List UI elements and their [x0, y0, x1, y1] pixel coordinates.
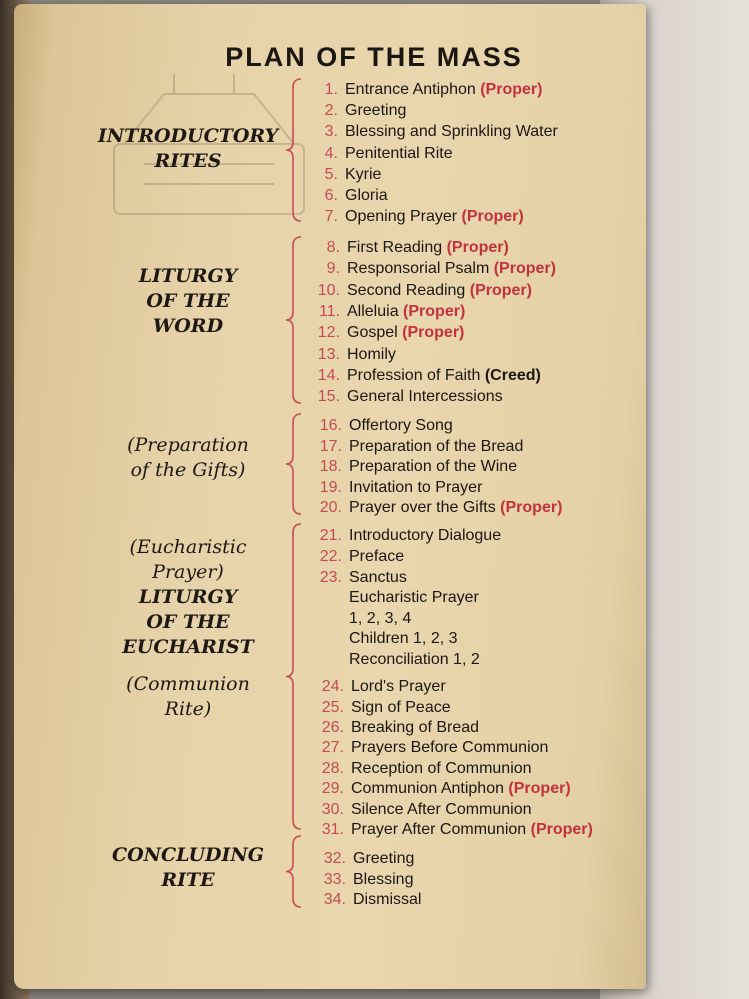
section-heading-line: OF THE: [146, 290, 230, 312]
item-text: Gospel: [347, 324, 398, 341]
item-text: Penitential Rite: [345, 145, 453, 162]
item-number: 3.: [324, 123, 338, 140]
mass-item-32: [322, 848, 414, 869]
section-heading-eucharist: [88, 585, 288, 660]
item-number: 20.: [319, 499, 342, 516]
section-heading-introductory: [88, 124, 288, 174]
mass-item-28: [320, 758, 532, 779]
item-number: 29.: [321, 780, 344, 797]
section-brace: [285, 78, 305, 222]
item-number: 13.: [317, 346, 340, 363]
item-text: Sanctus: [349, 569, 407, 586]
item-number: 17.: [319, 438, 342, 455]
proper-marker: (Proper): [503, 780, 571, 797]
section-heading-eucharistic-prayer: [88, 535, 288, 585]
item-text: Kyrie: [345, 166, 382, 183]
section-brace: [285, 835, 305, 908]
mass-item-29: [320, 778, 571, 799]
item-text: Prayers Before Communion: [351, 739, 549, 756]
section-heading-line: OF THE: [146, 611, 230, 633]
item-text: Greeting: [353, 850, 415, 867]
proper-marker: (Proper): [475, 81, 543, 98]
item-number: 25.: [321, 699, 344, 716]
mass-item-11: [316, 301, 465, 322]
mass-item-16: [318, 415, 453, 436]
item-number: 8.: [326, 239, 340, 256]
section-heading-communion: [88, 672, 288, 722]
section-heading-line: LITURGY: [138, 265, 238, 287]
item-number: 31.: [321, 821, 344, 838]
booklet-page: [14, 4, 646, 989]
item-number: 7.: [324, 208, 338, 225]
item-number: 10.: [317, 282, 340, 299]
mass-item-2: [314, 100, 406, 121]
section-heading-line: RITES: [154, 150, 222, 172]
mass-item-10: [316, 280, 532, 301]
section-heading-gifts: [88, 433, 288, 483]
item-text: Greeting: [345, 102, 407, 119]
item-number: 23.: [319, 569, 342, 586]
item-text: Preface: [349, 548, 405, 565]
mass-item-30: [320, 799, 532, 820]
section-heading-word: [88, 264, 288, 339]
item-number: 12.: [317, 324, 340, 341]
proper-marker: (Proper): [489, 260, 556, 277]
section-brace: [285, 523, 305, 830]
mass-item-19: [318, 477, 482, 498]
mass-item-3: [314, 121, 558, 142]
item-text: Prayer After Communion: [351, 821, 527, 838]
item-number: 30.: [321, 801, 344, 818]
section-heading-line: RITE: [161, 869, 215, 891]
item-number: 15.: [317, 388, 340, 405]
item-text: Responsorial Psalm: [347, 260, 490, 277]
proper-marker: (Proper): [457, 208, 524, 225]
item-text: Lord's Prayer: [351, 678, 446, 695]
item-text: Breaking of Bread: [351, 719, 480, 736]
item-number: 16.: [319, 417, 342, 434]
proper-marker: (Proper): [398, 303, 466, 320]
item-number: 22.: [319, 548, 342, 565]
mass-item-25: [320, 697, 451, 718]
item-text: Dismissal: [353, 891, 422, 908]
section-heading-line: (Preparation: [127, 434, 249, 456]
eucharistic-prayer-line: 1, 2, 3, 4: [349, 610, 412, 627]
mass-item-26: [320, 717, 479, 738]
item-text: Communion Antiphon: [351, 780, 504, 797]
mass-item-4: [314, 143, 453, 164]
section-heading-line: of the Gifts): [130, 459, 246, 481]
item-number: 32.: [323, 850, 346, 867]
mass-item-13: [316, 344, 396, 365]
mass-item-15: [316, 386, 503, 407]
section-heading-line: (Communion: [126, 673, 250, 695]
item-text: Profession of Faith: [347, 367, 481, 384]
item-number: 28.: [321, 760, 344, 777]
item-number: 14.: [317, 367, 340, 384]
mass-item-18: [318, 456, 517, 477]
item-text: Preparation of the Bread: [349, 438, 524, 455]
item-text: Silence After Communion: [351, 801, 532, 818]
item-number: 6.: [324, 187, 338, 204]
mass-item-34: [322, 889, 421, 910]
item-number: 2.: [324, 102, 338, 119]
item-number: 34.: [323, 891, 346, 908]
proper-marker: (Proper): [495, 499, 563, 516]
item-text: Introductory Dialogue: [349, 527, 502, 544]
section-heading-line: CONCLUDING: [111, 844, 264, 866]
mass-item-7: [314, 206, 524, 227]
item-number: 24.: [321, 678, 344, 695]
item-text: Blessing and Sprinkling Water: [345, 123, 558, 140]
item-text: Invitation to Prayer: [349, 479, 483, 496]
proper-marker: (Proper): [526, 821, 593, 838]
item-number: 19.: [319, 479, 342, 496]
section-heading-line: INTRODUCTORY: [97, 125, 279, 147]
item-number: 26.: [321, 719, 344, 736]
item-text: Preparation of the Wine: [349, 458, 518, 475]
creed-marker: (Creed): [480, 367, 541, 384]
mass-item-9: [316, 258, 556, 279]
section-heading-line: Prayer): [152, 561, 224, 583]
mass-item-8: [316, 237, 509, 258]
mass-item-23: [318, 567, 407, 588]
mass-item-12: [316, 322, 464, 343]
item-text: Alleluia: [347, 303, 399, 320]
eucharistic-prayer-line: Eucharistic Prayer: [349, 589, 479, 606]
page-title: PLAN OF THE MASS: [225, 42, 523, 72]
item-text: Gloria: [345, 187, 388, 204]
item-number: 27.: [321, 739, 344, 756]
mass-item-22: [318, 546, 404, 567]
mass-item-1: [314, 79, 542, 100]
section-heading-line: EUCHARIST: [122, 636, 254, 658]
section-heading-concluding: [88, 843, 288, 893]
mass-item-24: [320, 676, 446, 697]
section-heading-line: LITURGY: [138, 586, 238, 608]
item-number: 1.: [324, 81, 338, 98]
item-number: 4.: [324, 145, 338, 162]
mass-item-17: [318, 436, 523, 457]
proper-marker: (Proper): [442, 239, 509, 256]
item-number: 11.: [318, 303, 340, 320]
item-text: Blessing: [353, 871, 414, 888]
item-number: 33.: [323, 871, 346, 888]
mass-item-20: [318, 497, 562, 518]
section-brace: [285, 236, 305, 404]
item-text: Offertory Song: [349, 417, 453, 434]
item-text: Reception of Communion: [351, 760, 532, 777]
item-text: First Reading: [347, 239, 443, 256]
item-text: Homily: [347, 346, 396, 363]
item-text: Prayer over the Gifts: [349, 499, 496, 516]
item-text: Entrance Antiphon: [345, 81, 476, 98]
item-number: 18.: [319, 458, 342, 475]
item-text: General Intercessions: [347, 388, 503, 405]
mass-item-31: [320, 819, 593, 840]
item-text: Opening Prayer: [345, 208, 458, 225]
item-number: 9.: [326, 260, 340, 277]
section-brace: [285, 413, 305, 515]
section-heading-line: (Eucharistic: [129, 536, 247, 558]
mass-item-21: [318, 525, 501, 546]
section-heading-line: WORD: [152, 315, 224, 337]
item-number: 21.: [319, 527, 342, 544]
proper-marker: (Proper): [397, 324, 465, 341]
mass-item-5: [314, 164, 381, 185]
mass-item-14: [316, 365, 541, 386]
eucharistic-prayer-line: Reconciliation 1, 2: [349, 651, 480, 668]
item-number: 5.: [324, 166, 338, 183]
mass-item-27: [320, 737, 548, 758]
eucharistic-prayer-line: Children 1, 2, 3: [349, 630, 458, 647]
mass-item-33: [322, 869, 413, 890]
item-text: Second Reading: [347, 282, 466, 299]
proper-marker: (Proper): [465, 282, 532, 299]
mass-item-6: [314, 185, 388, 206]
section-heading-line: Rite): [164, 698, 212, 720]
item-text: Sign of Peace: [351, 699, 451, 716]
